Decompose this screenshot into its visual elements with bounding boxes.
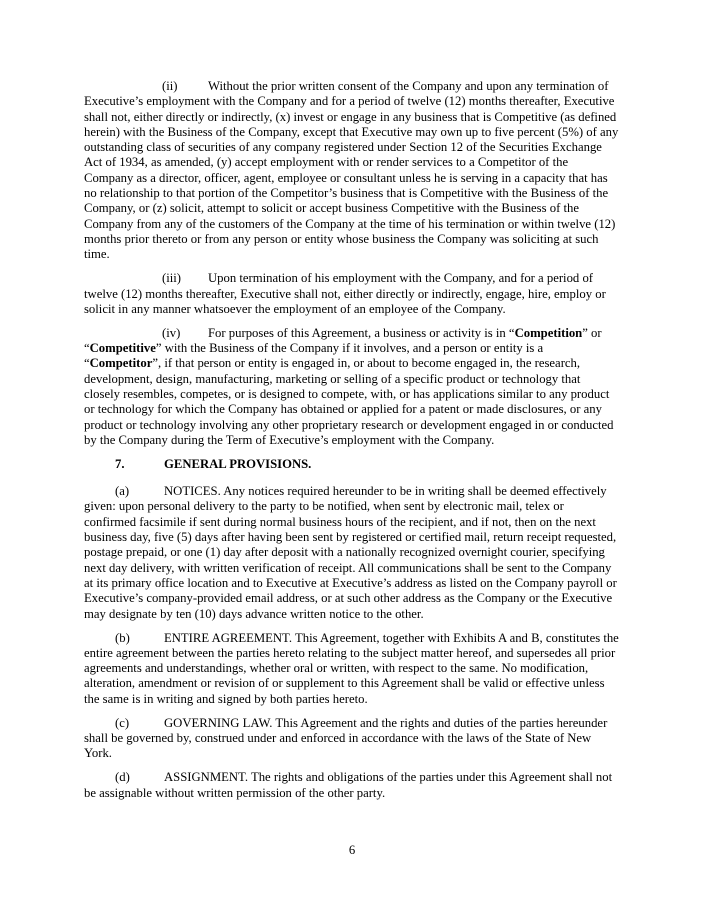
paragraph-b-text: ENTIRE AGREEMENT. This Agreement, together with Exhibits A and B, constitutes the entire agreement between the parties hereto relating to the subject matter hereof, and supersedes all prior agreements and understandings, whether oral or written, with respect to the same. No modification, alteration, amendment or revision of or supplement to this Agreement shall be valid or effective unless the same is in writing and signed by both parties hereto.	[84, 630, 619, 706]
paragraph-iii	[84, 271, 619, 317]
paragraph-d-label: (d)	[115, 770, 130, 785]
paragraph-d-text: ASSIGNMENT. The rights and obligations of the parties under this Agreement shall not be assignable without written permission of the other party.	[84, 770, 613, 800]
paragraph-iv-segment: ” or “	[84, 325, 602, 356]
paragraph-iv	[84, 326, 619, 448]
paragraph-c-governing-law	[84, 716, 619, 762]
paragraph-iv-segment: ” with the Business of the Company if it involves, and a person or entity is a “	[84, 341, 544, 371]
paragraph-ii-label: (ii)	[162, 79, 178, 93]
paragraph-a-text: NOTICES. Any notices required hereunder to be in writing shall be deemed effectively given: upon personal delivery to the party to be notified, when sent by electronic mail, telex or confirmed facsimile if sent during normal business hours of the recipient, and if not, then on the next business day, five (5) days after having been sent by registered or certified mail, return receipt requested, postage prepaid, or one (1) day after deposit with a nationally recognized overnight courier, specifying next day delivery, with written verification of receipt. All communications shall be sent to the Company at its primary office location and to Executive at Executive’s address as listed on the Company payroll or Executive’s company-provided email address, or at such other address as the Company or the Executive may designate by ten (10) days advance written notice to the other.	[84, 484, 617, 621]
section-7-number: 7.	[115, 456, 125, 471]
paragraph-iv-segment: For purposes of this Agreement, a business or activity is in “	[208, 325, 515, 340]
paragraph-iii-label: (iii)	[162, 271, 182, 286]
section-7-title: GENERAL PROVISIONS.	[164, 456, 312, 471]
page-number: 6	[348, 843, 356, 857]
paragraph-iv-label: (iv)	[162, 325, 181, 340]
defined-term-competition: Competition	[514, 325, 583, 340]
paragraph-ii	[84, 79, 619, 263]
paragraph-b-entire-agreement	[84, 631, 619, 707]
section-7-heading	[84, 457, 619, 472]
paragraph-iii-text: Upon termination of his employment with the Company, and for a period of twelve (12) months thereafter, Executive shall not, either directly or indirectly, engage, hire, employ or solicit in any manner whatsoever the employment of an employee of the Company.	[84, 271, 606, 316]
paragraph-iv-segment: ”, if that person or entity is engaged in, or about to become engaged in, the research, development, design, manufacturing, marketing or selling of a specific product or technology that closely resembles, competes, or is designed to compete, with, or has applications similar to any product or technology for which the Company has obtained or applied for a patent or made disclosures, or any product or technology involving any other proprietary research or development engaged in or conducted by the Company during the Term of Executive’s employment with the Company.	[84, 356, 614, 447]
paragraph-c-label: (c)	[115, 715, 130, 730]
paragraph-b-label: (b)	[115, 630, 130, 645]
paragraph-ii-text: Without the prior written consent of the Company and upon any termination of Executive’s employment with the Company and for a period of twelve (12) months thereafter, Executive shall not, either directly or indirectly, (x) invest or engage in any business that is Competitive (as defined herein) with the Business of the Company, except that Executive may own up to five percent (5%) of any outstanding class of securities of any company registered under Section 12 of the Securities Exchange Act of 1934, as amended, (y) accept employment with or render services to a Competitor of the Company as a director, officer, agent, employee or consultant unless he is serving in a capacity that has no relationship to that portion of the Competitor’s business that is Competitive with the Business of the Company, or (z) solicit, attempt to solicit or accept business Competitive with the Business of the Company from any of the customers of the Company at the time of his termination or within twelve (12) months prior thereto or from any person or entity whose business the Company was soliciting at such time.	[84, 79, 619, 262]
paragraph-c-text: GOVERNING LAW. This Agreement and the rights and duties of the parties hereunder shall be governed by, construed under and enforced in accordance with the laws of the State of New York.	[84, 715, 608, 761]
paragraph-d-assignment	[84, 770, 619, 801]
defined-term-competitor: Competitor	[89, 356, 153, 371]
paragraph-a-notices	[84, 484, 619, 622]
paragraph-a-label: (a)	[115, 484, 130, 499]
defined-term-competitive: Competitive	[89, 341, 156, 356]
